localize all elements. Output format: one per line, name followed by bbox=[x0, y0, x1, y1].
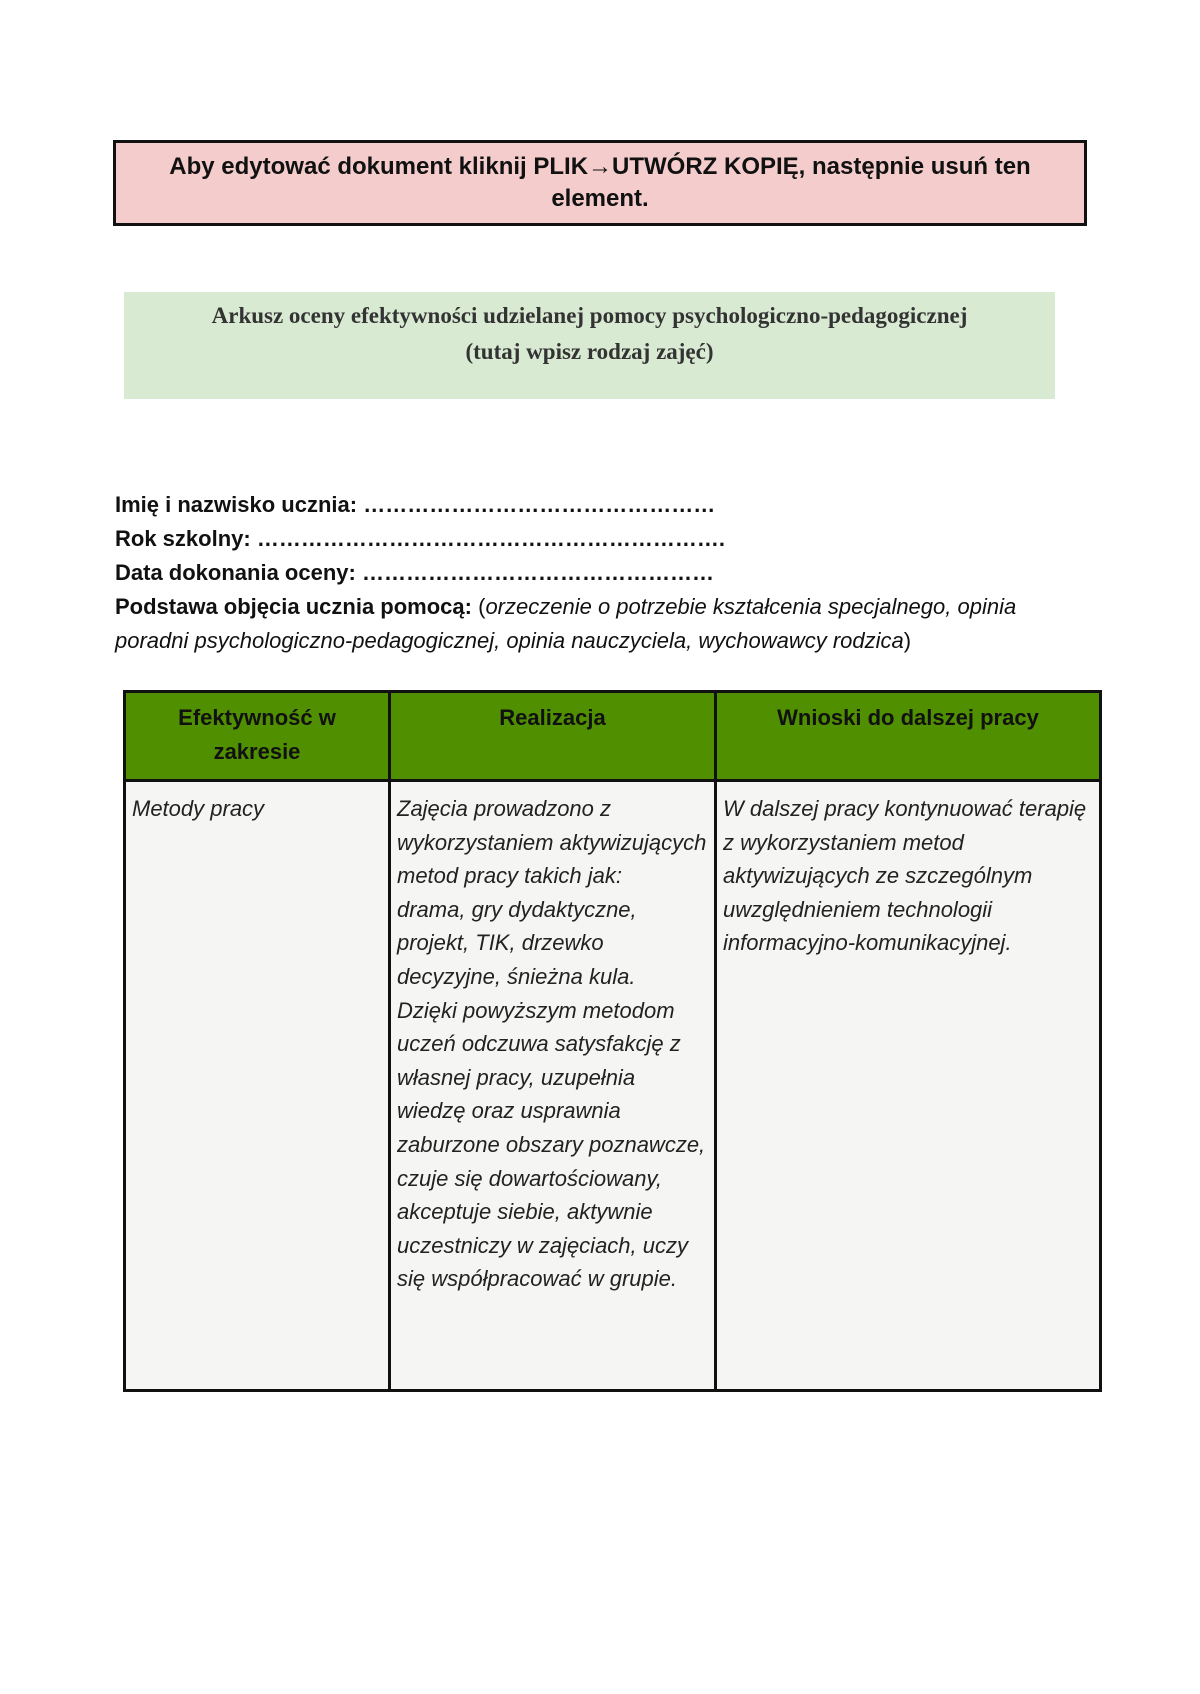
assessment-date-row bbox=[115, 556, 1090, 590]
student-info bbox=[115, 488, 1090, 658]
student-name-field[interactable]: ………………………………………… bbox=[357, 492, 716, 517]
table-row bbox=[125, 781, 1101, 1391]
edit-instruction-notice bbox=[113, 140, 1087, 226]
support-basis-label: Podstawa objęcia ucznia pomocą: bbox=[115, 594, 472, 619]
cell-area[interactable]: Metody pracy bbox=[125, 781, 390, 1391]
notice-line-1: Aby edytować dokument kliknij PLIK→UTWÓRZ KOPIĘ, następnie usuń ten bbox=[169, 153, 1031, 180]
student-name-label: Imię i nazwisko ucznia: bbox=[115, 492, 358, 517]
effectiveness-table bbox=[123, 690, 1102, 1392]
header-realization: Realizacja bbox=[390, 692, 716, 781]
support-basis-open-paren: ( bbox=[471, 594, 486, 619]
school-year-row bbox=[115, 522, 1090, 556]
cell-realization[interactable]: Zajęcia prowadzono z wykorzystaniem aktywizujących metod pracy takich jak: drama, gry dydaktyczne, projekt, TIK, drzewko decyzyjne, śnieżna kula. Dzięki powyższym metodom uczeń odczuwa satysfakcję z własnej pracy, uzupełnia wiedzę oraz usprawnia zaburzone obszary poznawcze, czuje się dowartościowany, akceptuje siebie, aktywnie uczestniczy w zajęciach, uczy się współpracować w grupie. bbox=[390, 781, 716, 1391]
cell-conclusions[interactable]: W dalszej pracy kontynuować terapię z wykorzystaniem metod aktywizujących ze szczególnym uwzględnieniem technologii informacyjno-komunikacyjnej. bbox=[716, 781, 1101, 1391]
document-title: Arkusz oceny efektywności udzielanej pomocy psychologiczno-pedagogicznej bbox=[211, 303, 968, 328]
support-basis-row bbox=[115, 590, 1090, 658]
student-name-row bbox=[115, 488, 1090, 522]
notice-line-2: element. bbox=[551, 185, 649, 212]
table-header-row bbox=[125, 692, 1101, 781]
header-conclusions: Wnioski do dalszej pracy bbox=[716, 692, 1101, 781]
header-effectiveness-area: Efektywność w zakresie bbox=[125, 692, 390, 781]
assessment-date-label: Data dokonania oceny: bbox=[115, 560, 356, 585]
school-year-field[interactable]: ………………………………………………………. bbox=[250, 526, 725, 551]
assessment-date-field[interactable]: ………………………………………… bbox=[355, 560, 714, 585]
school-year-label: Rok szkolny: bbox=[115, 526, 251, 551]
document-title-box bbox=[124, 292, 1055, 399]
document-subtitle: (tutaj wpisz rodzaj zajęć) bbox=[465, 339, 714, 364]
support-basis-value[interactable]: orzeczenie o potrzebie kształcenia specjalnego, opinia poradni psychologiczno-pedagogicznej, opinia nauczyciela, wychowawcy rodzica bbox=[115, 594, 1017, 653]
support-basis-close-paren: ) bbox=[903, 628, 912, 653]
